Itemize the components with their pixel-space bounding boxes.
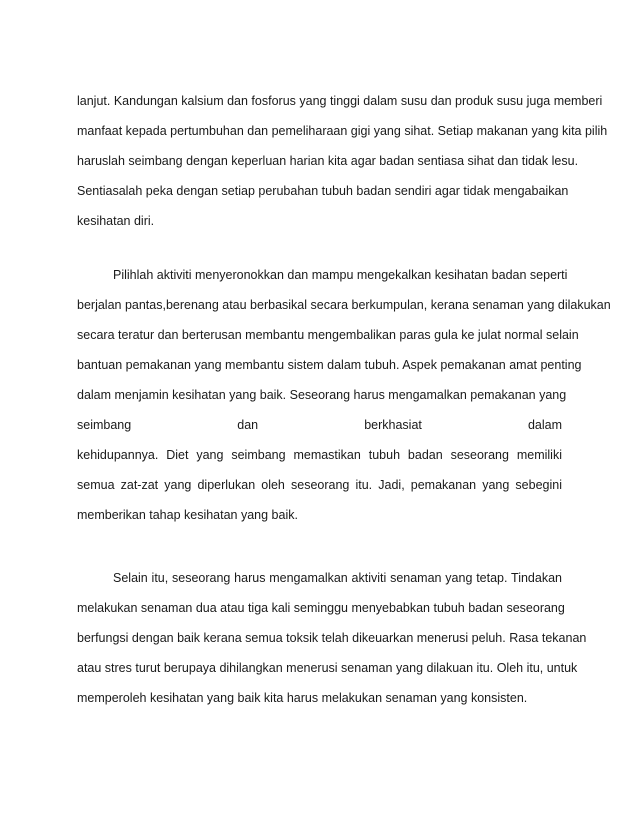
paragraph-3-line-3: berfungsi dengan baik kerana semua toksik telah dikeuarkan menerusi peluh. Rasa tekanan (77, 631, 587, 645)
paragraph-1-line-5: kesihatan diri. (77, 214, 155, 228)
paragraph-2-line-6: seimbang dan berkhasiat dalam (77, 418, 562, 432)
paragraph-1-line-3: haruslah seimbang dengan keperluan harian kita agar badan sentiasa sihat dan tidak lesu. (77, 154, 579, 168)
paragraph-1-line-1: lanjut. Kandungan kalsium dan fosforus yang tinggi dalam susu dan produk susu juga memberi (77, 94, 603, 108)
paragraph-3-line-5: memperoleh kesihatan yang baik kita harus melakukan senaman yang konsisten. (77, 691, 528, 705)
paragraph-2-line-9: memberikan tahap kesihatan yang baik. (77, 508, 298, 522)
paragraph-2-line-2: berjalan pantas,berenang atau berbasikal secara berkumpulan, kerana senaman yang dilakukan (77, 298, 611, 312)
paragraph-2-line-4: bantuan pemakanan yang membantu sistem dalam tubuh. Aspek pemakanan amat penting (77, 358, 582, 372)
paragraph-3-line-4: atau stres turut berupaya dihilangkan menerusi senaman yang dilakuan itu. Oleh itu, untuk (77, 661, 578, 675)
paragraph-3-line-2: melakukan senaman dua atau tiga kali seminggu menyebabkan tubuh badan seseorang (77, 601, 565, 615)
paragraph-2-line-8: semua zat-zat yang diperlukan oleh seseorang itu. Jadi, pemakanan yang sebegini (77, 478, 562, 492)
paragraph-2-line-5: dalam menjamin kesihatan yang baik. Seseorang harus mengamalkan pemakanan yang (77, 388, 567, 402)
paragraph-3-line-1: Selain itu, seseorang harus mengamalkan aktiviti senaman yang tetap. Tindakan (113, 571, 562, 585)
paragraph-2-line-3: secara teratur dan berterusan membantu mengembalikan paras gula ke julat normal selain (77, 328, 579, 342)
paragraph-2-line-1: Pilihlah aktiviti menyeronokkan dan mampu mengekalkan kesihatan badan seperti (113, 268, 568, 282)
paragraph-1-line-4: Sentiasalah peka dengan setiap perubahan tubuh badan sendiri agar tidak mengabaikan (77, 184, 569, 198)
paragraph-2-line-7: kehidupannya. Diet yang seimbang memastikan tubuh badan seseorang memiliki (77, 448, 562, 462)
paragraph-1-line-2: manfaat kepada pertumbuhan dan pemeliharaan gigi yang sihat. Setiap makanan yang kita pilih (77, 124, 608, 138)
